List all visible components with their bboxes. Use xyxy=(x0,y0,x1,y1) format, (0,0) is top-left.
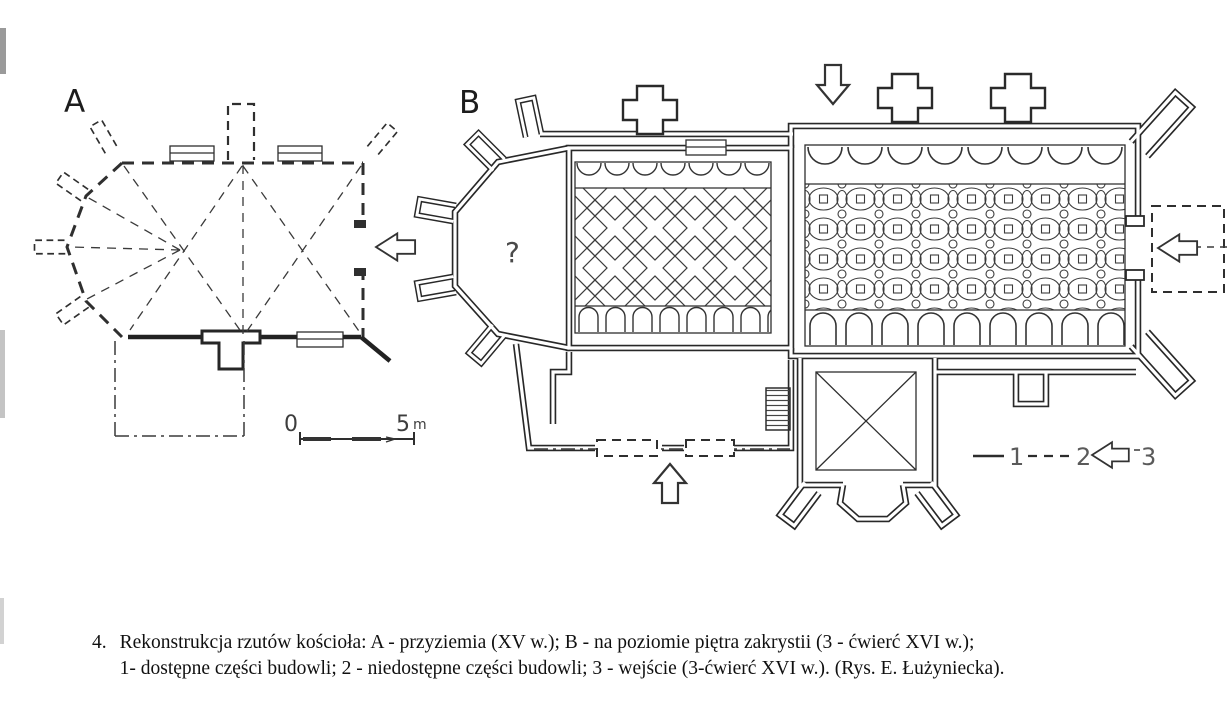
plan-b-south-entrance-arrow-icon xyxy=(654,464,686,503)
caption-number: 4. xyxy=(92,632,107,653)
figure-caption xyxy=(92,630,1182,681)
caption-line-1: Rekonstrukcja rzutów kościoła: A - przyziemia (XV w.); B - na poziomie piętra zakrystii (3 - ćwierć XVI w.); xyxy=(119,632,975,653)
scale-start-label: 0 xyxy=(284,412,298,437)
stair-symbol xyxy=(766,388,790,430)
plan-b-north-entrance-arrow-icon xyxy=(817,65,849,104)
legend-entrance-arrow-icon xyxy=(1092,442,1129,468)
plan-b-east-entrance-arrow-icon xyxy=(1158,234,1197,261)
plan-a-vault-lines xyxy=(70,165,361,335)
plan-b-portal-jambs xyxy=(1126,216,1144,280)
legend-solid-label: 1 xyxy=(1009,443,1025,471)
plan-b-tower-vault xyxy=(816,372,916,470)
plan-b-label: B xyxy=(459,85,481,121)
caption-line-2: 1- dostępne części budowli; 2 - niedostępne części budowli; 3 - wejście (3-ćwierć XVI w.). (Rys. E. Łużyniecka). xyxy=(119,657,1005,679)
legend-arrow-label: 3 xyxy=(1141,443,1157,471)
plan-a-buttresses xyxy=(35,104,398,325)
scale-unit-label: m xyxy=(413,417,427,433)
scale-bar xyxy=(284,412,427,445)
legend-dashed-label: 2 xyxy=(1076,443,1092,471)
plan-a-solid-wall xyxy=(128,220,390,369)
uncertainty-mark: ? xyxy=(505,236,520,269)
legend xyxy=(973,442,1156,471)
scan-artifact xyxy=(0,28,6,644)
scale-end-label: 5 xyxy=(396,412,410,437)
caption-text xyxy=(120,630,1005,681)
plan-a-entrance-arrow-icon xyxy=(376,233,415,260)
plan-b-vault-decoration xyxy=(575,145,1125,346)
plan-a-walls xyxy=(67,163,363,337)
plan-a-label: A xyxy=(64,84,86,120)
plan-a-drawing xyxy=(35,84,427,445)
plan-b-window-symbol xyxy=(686,140,726,155)
plan-b-east-porch xyxy=(1152,206,1228,292)
